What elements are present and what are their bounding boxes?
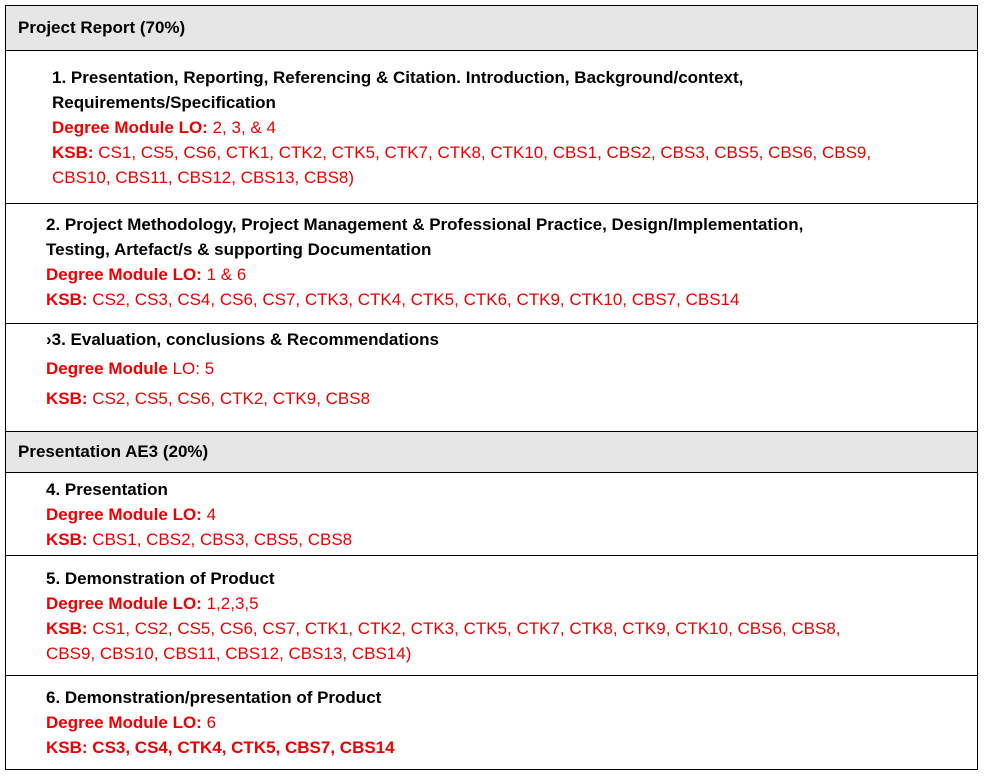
ksb-line bbox=[46, 735, 977, 760]
learning-outcomes bbox=[46, 710, 977, 735]
ksb-label: KSB: bbox=[52, 143, 94, 162]
lo-value: 1,2,3,5 bbox=[201, 594, 259, 613]
lo-value: 2, 3, & 4 bbox=[207, 118, 276, 137]
ksb-value: CS1, CS2, CS5, CS6, CS7, CTK1, CTK2, CTK3, CTK5, CTK7, CTK8, CTK9, CTK10, CBS6, CBS8, bbox=[87, 619, 841, 638]
lo-label: Degree Module LO: bbox=[46, 713, 202, 732]
criteria-title-line: ›3. Evaluation, conclusions & Recommendations bbox=[46, 330, 439, 349]
ksb-label: KSB: bbox=[46, 290, 88, 309]
lo-label: Degree Module bbox=[46, 359, 168, 378]
section-header-label: Project Report (70%) bbox=[18, 18, 186, 37]
criteria-row-1 bbox=[6, 51, 977, 204]
criteria-row-4 bbox=[6, 473, 977, 556]
ksb-label: KSB: bbox=[46, 738, 88, 757]
criteria-title-line: 5. Demonstration of Product bbox=[46, 569, 275, 588]
criteria-title-line: Testing, Artefact/s & supporting Documentation bbox=[46, 240, 432, 259]
ksb-line bbox=[52, 140, 977, 165]
ksb-line bbox=[46, 616, 977, 641]
criteria-row-3 bbox=[6, 324, 977, 432]
section-header-label: Presentation AE3 (20%) bbox=[18, 442, 209, 461]
ksb-value: CS1, CS5, CS6, CTK1, CTK2, CTK5, CTK7, CTK8, CTK10, CBS1, CBS2, CBS3, CBS5, CBS6, CBS9, bbox=[93, 143, 872, 162]
learning-outcomes bbox=[46, 591, 977, 616]
section-header-project-report bbox=[6, 6, 977, 51]
learning-outcomes bbox=[46, 354, 977, 384]
lo-value: LO: 5 bbox=[167, 359, 215, 378]
learning-outcomes bbox=[46, 262, 977, 287]
criteria-title-line: 6. Demonstration/presentation of Product bbox=[46, 688, 382, 707]
learning-outcomes bbox=[46, 502, 977, 527]
criteria-row-5 bbox=[6, 556, 977, 676]
lo-value: 4 bbox=[201, 505, 217, 524]
ksb-label: KSB: bbox=[46, 619, 88, 638]
ksb-label: KSB: bbox=[46, 389, 88, 408]
criteria-row-6 bbox=[6, 676, 977, 769]
ksb-line bbox=[46, 384, 977, 414]
ksb-value: CBS1, CBS2, CBS3, CBS5, CBS8 bbox=[87, 530, 353, 549]
section-header-presentation-ae3 bbox=[6, 432, 977, 473]
ksb-value: CS2, CS3, CS4, CS6, CS7, CTK3, CTK4, CTK5, CTK6, CTK9, CTK10, CBS7, CBS14 bbox=[87, 290, 740, 309]
lo-label: Degree Module LO: bbox=[46, 265, 202, 284]
criteria-row-2 bbox=[6, 204, 977, 324]
criteria-title-line: 2. Project Methodology, Project Management & Professional Practice, Design/Implementation, bbox=[46, 215, 804, 234]
lo-label: Degree Module LO: bbox=[46, 594, 202, 613]
lo-label: Degree Module LO: bbox=[46, 505, 202, 524]
ksb-value-continued: CBS9, CBS10, CBS11, CBS12, CBS13, CBS14) bbox=[46, 644, 412, 663]
lo-label: Degree Module LO: bbox=[52, 118, 208, 137]
lo-value: 1 & 6 bbox=[201, 265, 247, 284]
ksb-value: CS3, CS4, CTK4, CTK5, CBS7, CBS14 bbox=[87, 738, 395, 757]
assessment-table bbox=[5, 5, 978, 770]
ksb-line bbox=[46, 287, 977, 312]
ksb-line bbox=[46, 527, 977, 552]
criteria-title-line: 1. Presentation, Reporting, Referencing & Citation. Introduction, Background/context, bbox=[52, 68, 744, 87]
ksb-label: KSB: bbox=[46, 530, 88, 549]
ksb-value: CS2, CS5, CS6, CTK2, CTK9, CBS8 bbox=[87, 389, 371, 408]
criteria-title-line: Requirements/Specification bbox=[52, 93, 276, 112]
criteria-title-line: 4. Presentation bbox=[46, 480, 168, 499]
ksb-value-continued: CBS10, CBS11, CBS12, CBS13, CBS8) bbox=[52, 168, 355, 187]
lo-value: 6 bbox=[201, 713, 217, 732]
learning-outcomes bbox=[52, 115, 977, 140]
